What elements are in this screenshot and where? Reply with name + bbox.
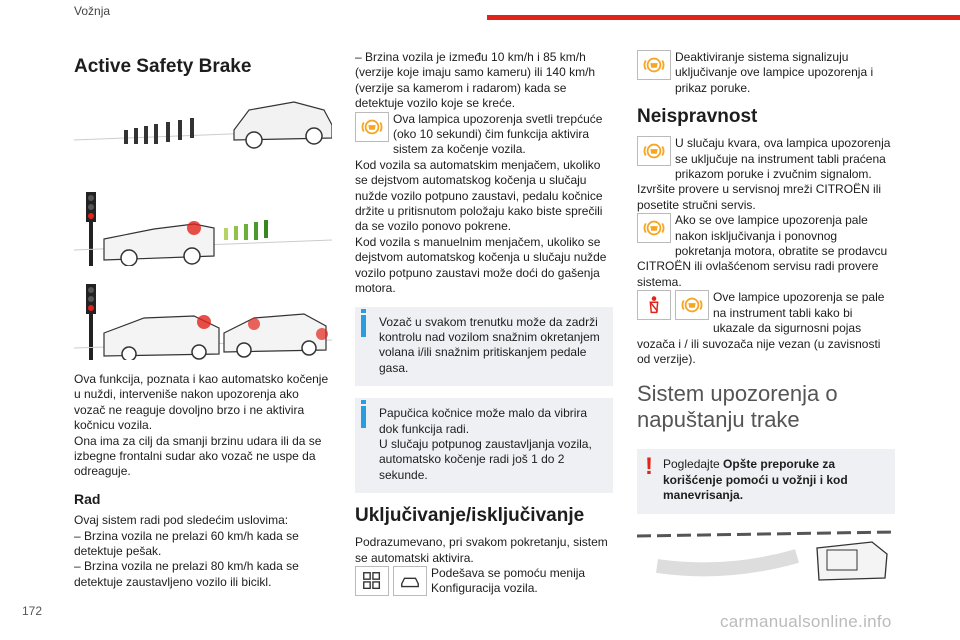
fault-paragraph-2: Ako se ove lampice upozorenja pale nakon isključivanja i ponovnog pokretanja motora, obratite se prodavcu CITROËN ili ovlašćenom servisu radi provere sistema. — [637, 213, 888, 289]
menu-paragraph: Podešava se pomoću menija Konfiguracija vozila. — [355, 566, 613, 598]
fault-paragraph-1: U slučaju kvara, ova lampica upozorenja se uključuje na instrument tabli praćena prikazom poruke i zvučnim signalom. — [637, 136, 895, 182]
column-2 — [355, 50, 613, 598]
condition-2: – Brzina vozila ne prelazi 80 km/h kada se detektuje zaustavljeno vozilo ili bicikl. — [74, 559, 299, 589]
automatic-gearbox-text: Kod vozila sa automatskim menjačem, ukoliko se dejstvom automatskog kočenja u slučaju nužde vozilo potpuno zaustavi, pedalu kočnice držite u pritisnutom položaju kako biste sprečili da se vozilo ponovo pokrene. — [355, 157, 603, 234]
info-note-1: Vozač u svakom trenutku može da zadrži kontrolu nad vozilom snažnim okretanjem volana i/ili snažnim pritiskanjem pedale gasa. — [355, 307, 613, 387]
column-3 — [637, 50, 895, 586]
manual-gearbox-text: Kod vozila s manuelnim menjačem, ukoliko se dejstvom automatskog kočenja u slučaju nužde vozilo potpuno zaustavi može doći do gašenja motora. — [355, 234, 607, 296]
system-off-lamp-icon — [637, 50, 671, 80]
warning-note: ! Pogledajte Opšte preporuke za korišćenje pomoći u vožnji i kod manevrisanja. — [637, 449, 895, 513]
illustration-lane-departure — [637, 526, 895, 586]
section-title-fault: Neispravnost — [637, 106, 758, 128]
illustration-car-approach — [74, 90, 332, 172]
section-title-onoff: Uključivanje/isključivanje — [355, 505, 585, 527]
fault-paragraph-3: Ove lampice upozorenja se pale na instrument tabli kako bi ukazale da sigurnosni pojas vozača i / ili suvozača nije vezan (u zavisnosti od verzije). — [637, 290, 885, 366]
deactivation-paragraph: Deaktiviranje sistema signalizuju uključivanje ove lampice upozorenja i prikaz poruke. — [637, 50, 895, 96]
warning-icon: ! — [645, 453, 653, 481]
intro-paragraph-2: Ona ima za cilj da smanji brzinu udara ili da se izbegne frontalni sudar ako vozač ne uspe da odreaguje. — [74, 433, 322, 479]
seatbelt-warning-icon — [637, 290, 671, 320]
illustration-car-collision — [74, 278, 332, 360]
condition-1: – Brzina vozila ne prelazi 60 km/h kada se detektuje pešak. — [74, 528, 299, 559]
fault-lamp-icon — [637, 136, 671, 166]
lamp-paragraph: Ova lampica upozorenja svetli trepćuće (oko 10 sekundi) čim funkcija aktivira sistem za kočenje vozila. — [355, 112, 613, 158]
illustration-car-braking — [74, 184, 332, 266]
rad-text: Ovaj sistem radi pod sledećim uslovima: — [74, 513, 289, 528]
running-header: Vožnja — [74, 4, 111, 18]
condition-3: – Brzina vozila je između 10 km/h i 85 km/h (verzije koje imaju samo kameru) ili 140 km/h (verzije sa kamerom i radarom) kada se detektuje vozilo koje se kreće. — [355, 50, 596, 111]
signal-bars-icon — [124, 118, 194, 144]
section-title-lane-warning: Sistem upozorenja o napuštanju trake — [637, 381, 838, 433]
car-config-icon — [393, 566, 427, 596]
intro-paragraph: Ova funkcija, poznata i kao automatsko kočenje u nuždi, interveniše nakon upozorenja ako vozač ne reaguje dovoljno brzo i ne aktivira kočnicu vozila. — [74, 372, 329, 433]
info-note-2: Papučica kočnice može malo da vibrira dok funkcija radi. U slučaju potpunog zaustavljanja vozila, automatsko kočenje radi još 1 do 2 sekunde. — [355, 398, 613, 493]
header-accent-bar — [487, 15, 960, 20]
fault-lamp-icon-2 — [637, 213, 671, 243]
page-number: 172 — [22, 604, 43, 618]
fault-lamp-icon-3 — [675, 290, 709, 320]
watermark: carmanualsonline.info — [720, 612, 892, 631]
brake-warning-lamp-icon — [355, 112, 389, 142]
settings-menu-icon — [355, 566, 389, 596]
onoff-text: Podrazumevano, pri svakom pokretanju, sistem se automatski aktivira. — [355, 535, 608, 565]
info-icon — [361, 315, 366, 337]
fault-service-text: Izvršite provere u servisnoj mreži CITROËN ili posetite stručni servis. — [637, 182, 882, 212]
column-1 — [74, 50, 332, 590]
info-icon — [361, 406, 366, 428]
section-title-asb: Active Safety Brake — [74, 56, 252, 77]
subsection-title-rad: Rad — [74, 490, 101, 507]
